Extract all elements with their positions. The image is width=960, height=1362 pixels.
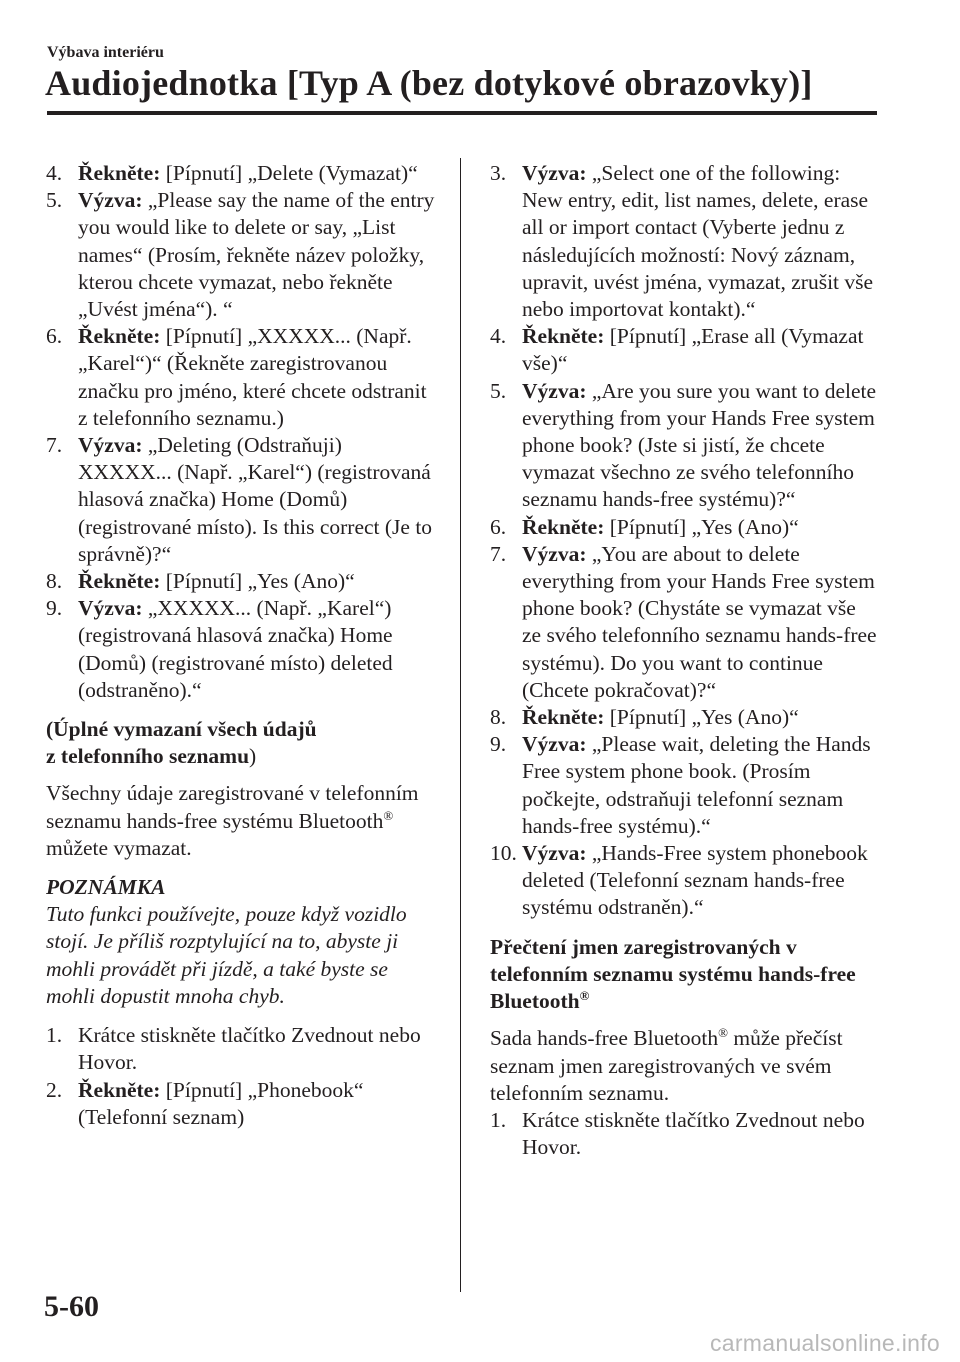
step-body: [Pípnutí] „Yes (Ano)“ [160, 569, 355, 594]
step-label: Výzva: [522, 161, 587, 185]
step-number: 1. [46, 1023, 63, 1048]
step-body: „Please wait, deleting the Hands Free system phone book. (Prosím počkejte, odstraňuji telefonní seznam hands-free systému).“ [522, 732, 871, 838]
step-body: „Please say the name of the entry you would like to delete or say, „List names“ (Prosím, řekněte název položky, kterou chcete vymazat, nebo řekněte „Uvést jména“). “ [78, 188, 435, 322]
step-number: 9. [490, 732, 507, 757]
step-text [78, 568, 438, 595]
title-rule [47, 111, 877, 115]
erase-all-heading-line1: (Úplné vymazaní všech údajů [46, 717, 317, 742]
read-names-heading-text: Přečtení jmen zaregistrovaných v telefonním seznamu systému hands-free Bluetooth [490, 934, 856, 1014]
step-body: „Hands-Free system phonebook deleted (Telefonní seznam hands-free systému odstraněn).“ [522, 841, 868, 920]
step-body: [Pípnutí] „Phonebook“ (Telefonní seznam) [78, 1077, 364, 1129]
note-text: Tuto funkci používejte, pouze když vozidlo stojí. Je příliš rozptylující na to, abyste ji mohli provádět při jízdě, a také byste se mohli dopustit mnoha chyb. [46, 902, 407, 1008]
step-item [46, 160, 438, 187]
left-steps-list-b [46, 1022, 438, 1131]
step-item [46, 1077, 438, 1131]
step-number: 6. [46, 324, 63, 349]
step-text [78, 1022, 438, 1076]
step-text [522, 514, 880, 541]
step-item [46, 187, 438, 323]
step-label: Řekněte: [78, 569, 161, 594]
step-label: Řekněte: [522, 324, 605, 349]
step-text [522, 541, 880, 704]
step-text [78, 595, 438, 704]
step-item [490, 378, 880, 514]
step-number: 2. [46, 1077, 63, 1102]
watermark: carmanualsonline.info [709, 1330, 940, 1356]
step-text [78, 1077, 438, 1131]
right-steps-list [490, 160, 880, 922]
step-number: 5. [490, 378, 507, 403]
step-number: 1. [490, 1107, 507, 1132]
step-body: [Pípnutí] „Erase all (Vymazat vše)“ [522, 324, 864, 376]
step-number: 7. [46, 433, 63, 458]
column-divider [460, 158, 461, 1292]
step-text [522, 323, 880, 377]
step-label: Řekněte: [522, 705, 605, 730]
step-number: 8. [46, 569, 63, 594]
step-item [46, 432, 438, 568]
erase-all-heading-bold: z telefonního seznamu [46, 744, 250, 769]
step-text [522, 1107, 880, 1161]
registered-mark: ® [383, 807, 394, 823]
note-heading: POZNÁMKA [46, 875, 166, 900]
step-label: Řekněte: [522, 514, 605, 539]
step-item [46, 595, 438, 704]
step-body: Krátce stiskněte tlačítko Zvednout nebo Hovor. [78, 1023, 421, 1075]
step-item [490, 1107, 880, 1161]
erase-all-text-tail: můžete vymazat. [46, 835, 192, 860]
step-body: „Are you sure you want to delete everything from your Hands Free system phone book? (Jste si jistí, že chcete vymazat všechno ze svého telefonního seznamu hands-free systému)?“ [522, 378, 877, 512]
step-body: „Select one of the following: New entry, edit, list names, delete, erase all or import contact (Vyberte jednu z následujících možností: Nový záznam, upravit, uvést jména, vymazat, zrušit vše nebo importovat kontakt).“ [522, 161, 874, 322]
erase-all-paragraph [46, 780, 438, 862]
step-label: Výzva: [78, 433, 143, 458]
step-number: 7. [490, 541, 507, 566]
step-item [46, 1022, 438, 1076]
erase-all-heading-line2 [46, 743, 438, 770]
step-text [522, 704, 880, 731]
step-label: Výzva: [522, 541, 587, 566]
step-label: Řekněte: [78, 324, 161, 349]
step-text [78, 323, 438, 432]
step-text [522, 160, 880, 323]
step-body: „XXXXX... (Např. „Karel“) (registrovaná hlasová značka) Home (Domů) (registrované místo) deleted (odstraněno).“ [78, 596, 393, 702]
registered-mark: ® [579, 988, 590, 1004]
step-number: 8. [490, 705, 507, 730]
step-item [46, 323, 438, 432]
step-number: 4. [46, 161, 63, 185]
read-names-paragraph [490, 1025, 880, 1107]
read-names-text-tail: může přečíst seznam jmen zaregistrovaných ve svém telefonním seznamu. [490, 1026, 843, 1105]
step-text [522, 840, 880, 922]
step-body: „Deleting (Odstraňuji) XXXXX... (Např. „Karel“) (registrovaná hlasová značka) Home (Domů) (registrované místo). Is this correct (Je to správně)?“ [78, 433, 433, 566]
step-item [490, 541, 880, 704]
step-number: 10. [490, 841, 517, 866]
step-text [522, 378, 880, 514]
step-item [490, 840, 880, 922]
step-body: [Pípnutí] „Delete (Vymazat)“ [160, 161, 418, 185]
step-body: „You are about to delete everything from your Hands Free system phone book? (Chystáte se vymazat vše ze svého telefonního seznamu hands-free systému). Do you want to continue (Chcete pokračovat)?“ [522, 541, 877, 702]
section-label: Výbava interiéru [47, 44, 164, 61]
step-label: Řekněte: [78, 161, 161, 185]
step-label: Výzva: [78, 188, 143, 213]
left-steps-list [46, 160, 438, 704]
step-number: 5. [46, 188, 63, 213]
page-number: 5-60 [44, 1290, 99, 1323]
step-body: [Pípnutí] „XXXXX... (Např. „Karel“)“ (Řekněte zaregistrovanou značku pro jméno, které chcete odstranit z telefonního seznamu.) [78, 324, 427, 430]
step-body: [Pípnutí] „Yes (Ano)“ [604, 514, 799, 539]
left-column [46, 160, 438, 1131]
right-column [490, 160, 880, 1161]
step-text [78, 160, 438, 187]
step-number: 4. [490, 324, 507, 349]
step-label: Výzva: [78, 596, 143, 621]
step-label: Řekněte: [78, 1077, 161, 1102]
step-label: Výzva: [522, 841, 587, 866]
step-label: Výzva: [522, 732, 587, 757]
step-text [522, 731, 880, 840]
registered-mark: ® [718, 1025, 728, 1041]
step-item [490, 323, 880, 377]
step-body: [Pípnutí] „Yes (Ano)“ [604, 705, 799, 730]
step-number: 9. [46, 596, 63, 621]
step-text [78, 432, 438, 568]
erase-all-text: Všechny údaje zaregistrované v telefonním seznamu hands-free systému Bluetooth [46, 781, 419, 833]
step-text [78, 187, 438, 323]
read-names-heading [490, 934, 880, 1016]
step-item [490, 160, 880, 323]
read-names-text: Sada hands-free Bluetooth [490, 1026, 719, 1051]
erase-all-heading-tail: ) [249, 744, 257, 769]
step-number: 3. [490, 161, 507, 185]
step-item [490, 514, 880, 541]
step-number: 6. [490, 514, 507, 539]
page-title: Audiojednotka [Typ A (bez dotykové obrazovky)] [45, 63, 813, 103]
step-item [490, 731, 880, 840]
step-body: Krátce stiskněte tlačítko Zvednout nebo Hovor. [522, 1107, 865, 1160]
step-item [490, 704, 880, 731]
step-label: Výzva: [522, 378, 587, 403]
right-steps-list-b [490, 1107, 880, 1161]
step-item [46, 568, 438, 595]
erase-all-heading [46, 716, 438, 770]
